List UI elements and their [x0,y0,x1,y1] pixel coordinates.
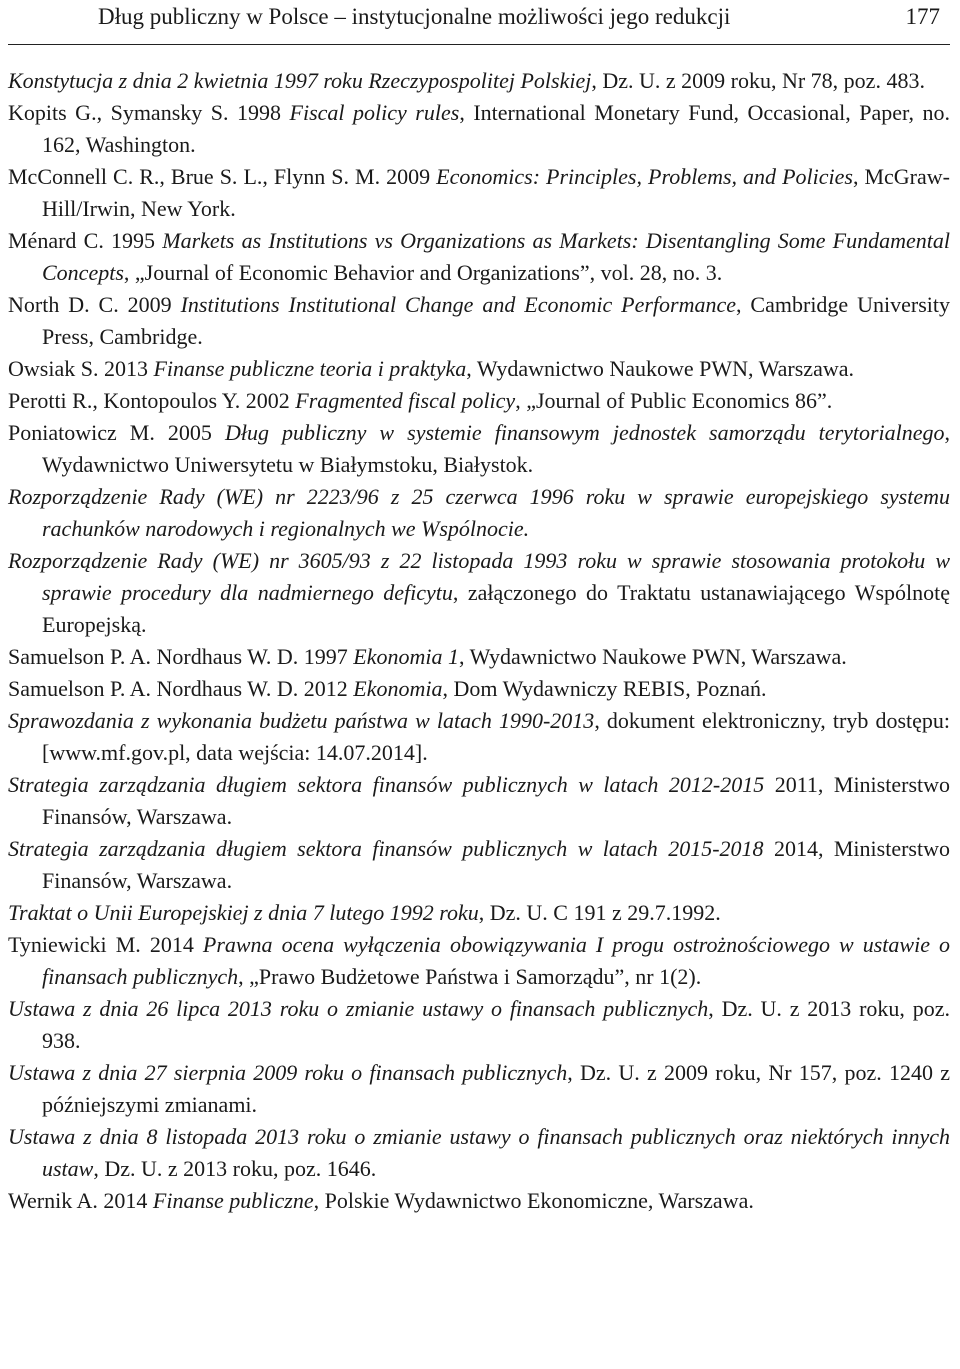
entry-text: , Wydawnictwo Naukowe PWN, Warszawa. [459,644,847,669]
entry-text: , Wydawnictwo Naukowe PWN, Warszawa. [466,356,854,381]
bibliography-entry [8,897,950,929]
entry-text: , „Journal of Public Economics 86”. [515,388,833,413]
entry-text: , Wydawnictwo Uniwersytetu w Białymstoku, Białystok. [42,420,950,477]
bibliography-list [8,65,950,1217]
bibliography-entry [8,225,950,289]
bibliography-entry [8,1185,950,1217]
entry-text: Kopits G., Symansky S. 1998 [8,100,290,125]
entry-italic-title: Rozporządzenie Rady (WE) nr 2223/96 z 25 czerwca 1996 roku w sprawie europejskiego systemu rachunków narodowych i regionalnych we Wspólnocie. [8,484,950,541]
entry-text: , Cambridge University Press, Cambridge. [42,292,950,349]
bibliography-entry [8,769,950,833]
bibliography-entry [8,385,950,417]
entry-italic-title: Economics: Principles, Problems, and Policies [436,164,853,189]
entry-text: , załączonego do Traktatu ustanawiającego Wspólnotę Europejską. [42,580,951,637]
entry-text: 2014, Ministerstwo Finansów, Warszawa. [42,836,950,893]
entry-italic-title: Finanse publiczne [152,1188,314,1213]
bibliography-entry [8,545,950,641]
entry-italic-title: Ustawa z dnia 26 lipca 2013 roku o zmianie ustawy o finansach publicznych [8,996,709,1021]
bibliography-entry [8,641,950,673]
entry-text: , dokument elektroniczny, tryb dostępu: [www.mf.gov.pl, data wejścia: 14.07.2014]. [42,708,951,765]
entry-text: Tyniewicki M. 2014 [8,932,203,957]
entry-italic-title: Ustawa z dnia 27 sierpnia 2009 roku o finansach publicznych [8,1060,568,1085]
page-number: 177 [905,4,940,29]
bibliography-entry [8,481,950,545]
entry-text: , Dz. U. C 191 z 29.7.1992. [478,900,721,925]
entry-italic-title: Ustawa z dnia 8 listopada 2013 roku o zmianie ustawy o finansach publicznych oraz niektórych innych ustaw [8,1124,950,1181]
entry-text: , McGraw-Hill/Irwin, New York. [42,164,950,221]
entry-text: , Dz. U. z 2013 roku, poz. 938. [42,996,950,1053]
bibliography-entry [8,65,950,97]
entry-text: Wernik A. 2014 [8,1188,153,1213]
entry-italic-title: Ekonomia 1 [353,644,459,669]
running-header [8,0,950,45]
entry-text: Perotti R., Kontopoulos Y. 2002 [8,388,296,413]
entry-italic-title: Traktat o Unii Europejskiej z dnia 7 lutego 1992 roku [8,900,479,925]
entry-italic-title: Konstytucja z dnia 2 kwietnia 1997 roku Rzeczypospolitej Polskiej [8,68,592,93]
bibliography-entry [8,417,950,481]
entry-text: , Polskie Wydawnictwo Ekonomiczne, Warszawa. [313,1188,754,1213]
entry-text: , Dz. U. z 2009 roku, Nr 157, poz. 1240 z późniejszymi zmianami. [42,1060,950,1117]
entry-italic-title: Rozporządzenie Rady (WE) nr 3605/93 z 22 listopada 1993 roku w sprawie stosowania protokołu w sprawie procedury dla nadmiernego deficytu [8,548,950,605]
entry-text: , „Prawo Budżetowe Państwa i Samorządu”, nr 1(2). [238,964,702,989]
bibliography-entry [8,833,950,897]
entry-italic-title: Strategia zarządzania długiem sektora finansów publicznych w latach 2012-2015 [8,772,765,797]
entry-italic-title: Finanse publiczne teoria i praktyka [153,356,467,381]
entry-italic-title: Fragmented fiscal policy [295,388,516,413]
entry-text: , Dz. U. z 2013 roku, poz. 1646. [93,1156,377,1181]
bibliography-entry [8,161,950,225]
entry-italic-title: Ekonomia [353,676,443,701]
entry-italic-title: Strategia zarządzania długiem sektora finansów publicznych w latach 2015-2018 [8,836,764,861]
entry-italic-title: Prawna ocena wyłączenia obowiązywania I progu ostrożnościowego w ustawie o finansach publicznych [42,932,951,989]
entry-text: North D. C. 2009 [8,292,181,317]
entry-text: Samuelson P. A. Nordhaus W. D. 1997 [8,644,354,669]
bibliography-entry [8,673,950,705]
running-header-title: Dług publiczny w Polsce – instytucjonalne możliwości jego redukcji [98,4,731,29]
entry-text: McConnell C. R., Brue S. L., Flynn S. M. 2009 [8,164,437,189]
entry-text: , Dz. U. z 2009 roku, Nr 78, poz. 483. [591,68,925,93]
bibliography-entry [8,289,950,353]
entry-text: , „Journal of Economic Behavior and Organizations”, vol. 28, no. 3. [123,260,723,285]
bibliography-entry [8,97,950,161]
entry-italic-title: Fiscal policy rules [289,100,460,125]
entry-text: Ménard C. 1995 [8,228,163,253]
bibliography-entry [8,1121,950,1185]
entry-italic-title: Sprawozdania z wykonania budżetu państwa w latach 1990-2013 [8,708,595,733]
bibliography-entry [8,929,950,993]
entry-italic-title: Institutions Institutional Change and Economic Performance [180,292,737,317]
entry-italic-title: Dług publiczny w systemie finansowym jednostek samorządu terytorialnego [224,420,945,445]
entry-text: 2011, Ministerstwo Finansów, Warszawa. [42,772,950,829]
entry-text: , International Monetary Fund, Occasional, Paper, no. 162, Washington. [42,100,950,157]
entry-text: Owsiak S. 2013 [8,356,154,381]
bibliography-entry [8,353,950,385]
bibliography-entry [8,705,950,769]
entry-text: , Dom Wydawniczy REBIS, Poznań. [442,676,767,701]
entry-text: Poniatowicz M. 2005 [8,420,225,445]
bibliography-entry [8,993,950,1057]
entry-text: Samuelson P. A. Nordhaus W. D. 2012 [8,676,354,701]
entry-italic-title: Markets as Institutions vs Organizations as Markets: Disentangling Some Fundamental Concepts [42,228,950,285]
bibliography-entry [8,1057,950,1121]
